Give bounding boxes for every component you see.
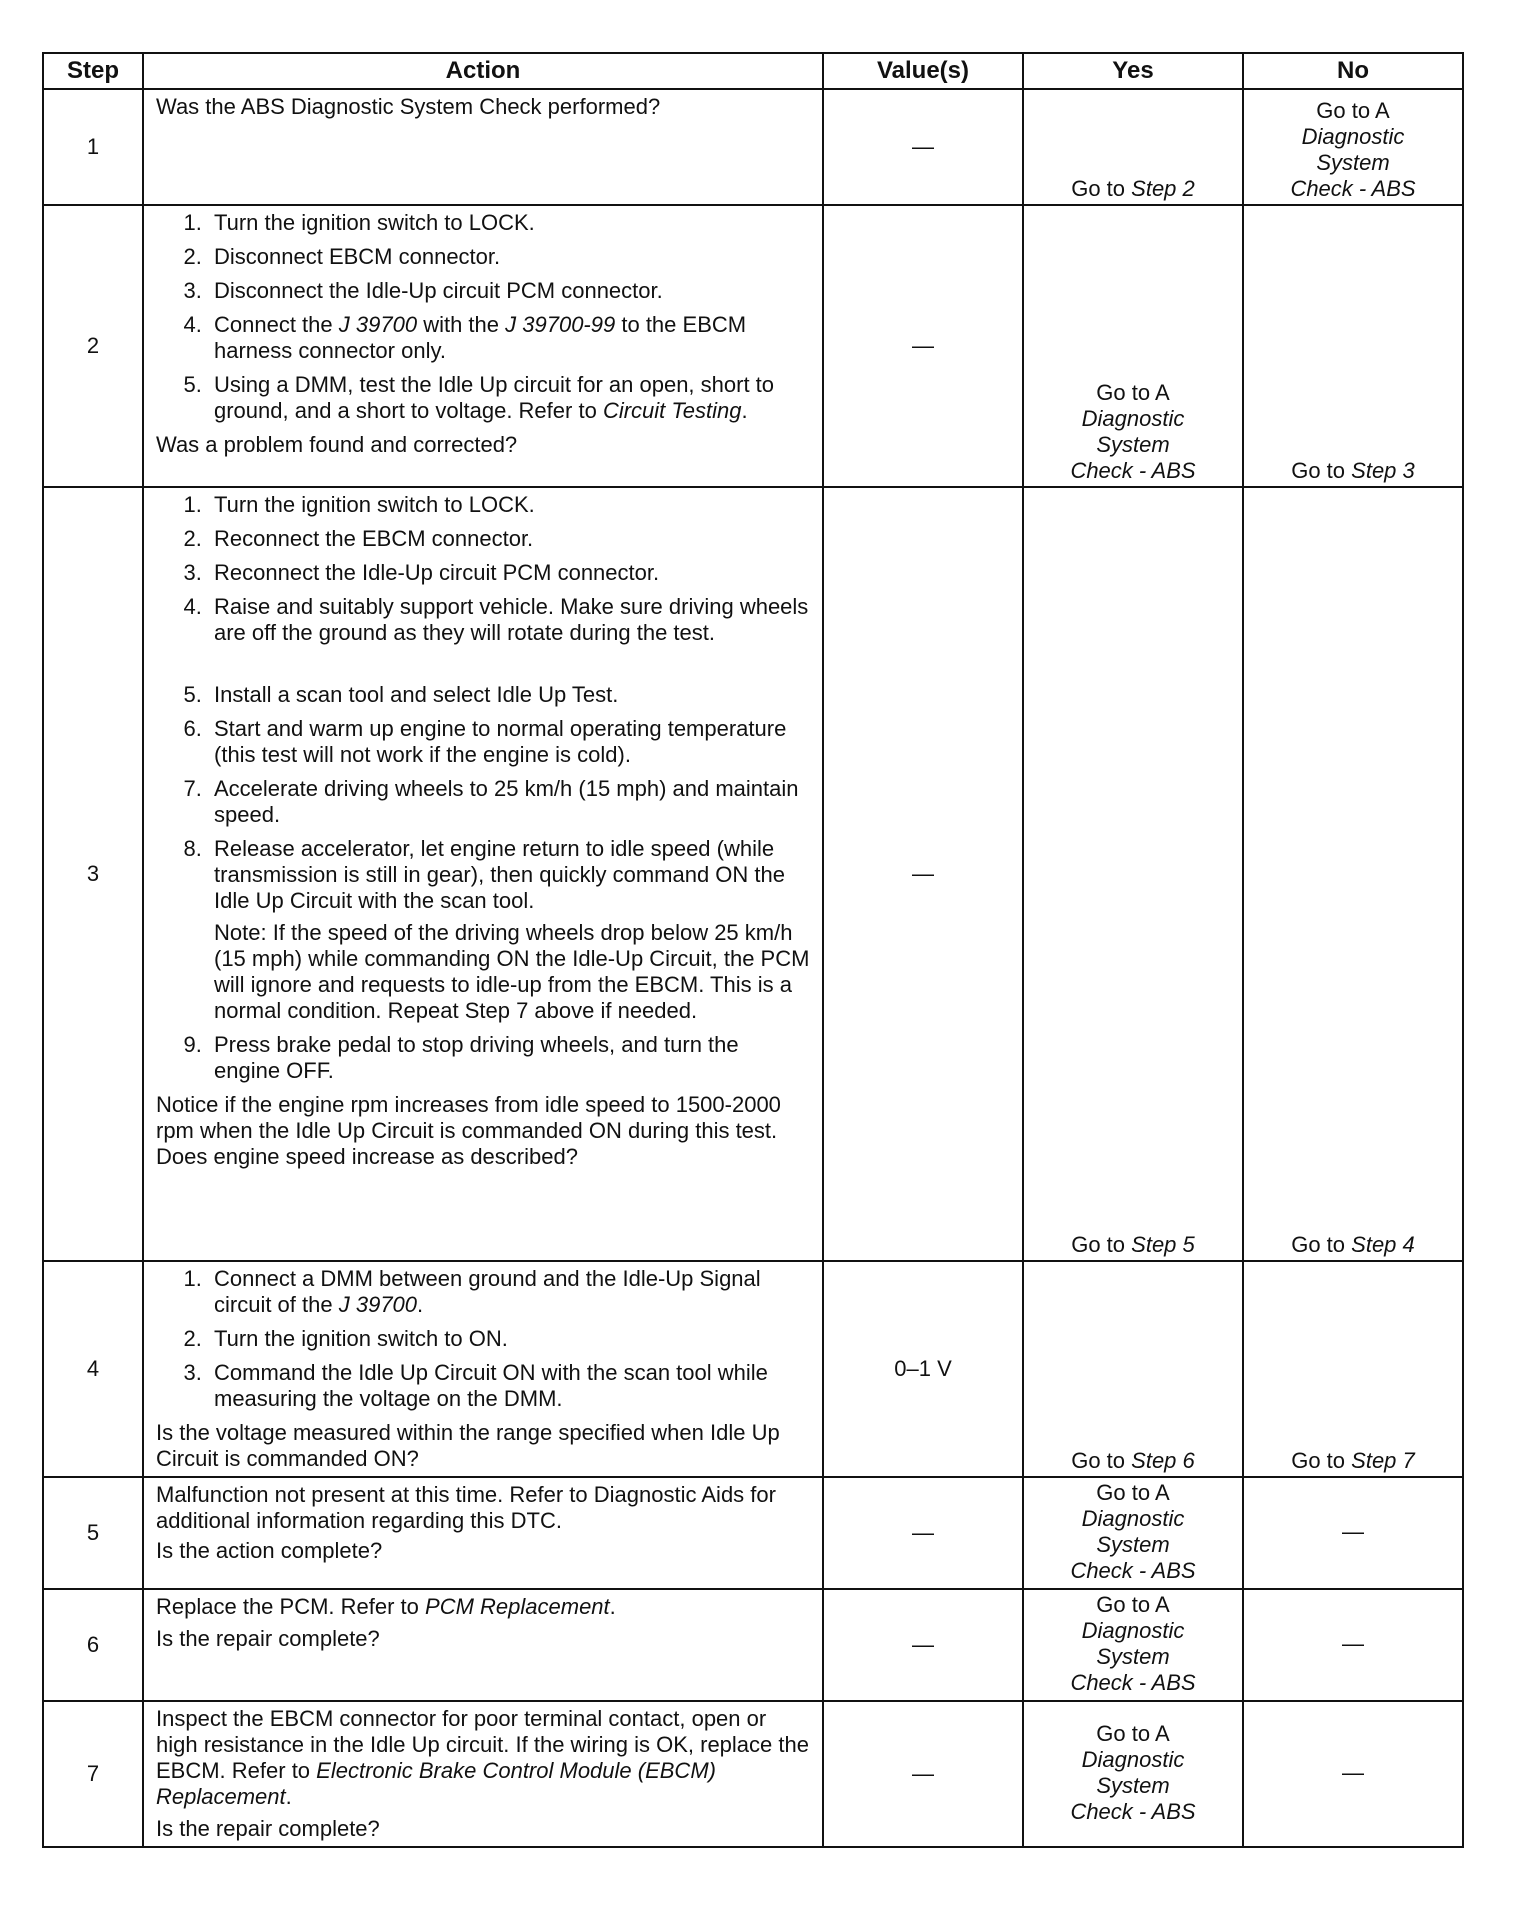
- step-number: 2: [43, 205, 143, 487]
- header-values: Value(s): [823, 53, 1023, 89]
- punct: .: [417, 1292, 424, 1317]
- value-cell: —: [823, 1477, 1023, 1589]
- go-to-text: Go to: [1071, 176, 1126, 201]
- item-text: Connect a DMM between ground and the Idle-Up Signal circuit of the: [214, 1266, 761, 1317]
- question-text: Notice if the engine rpm increases from idle speed to 1500-2000 rpm when the Idle Up Circuit is commanded ON during this test. Does engine speed increase as described?: [156, 1092, 781, 1169]
- header-yes: Yes: [1023, 53, 1243, 89]
- step-number: 3: [43, 487, 143, 1261]
- diagnostic-ref-line[interactable]: System: [1096, 1773, 1170, 1798]
- diagnostic-ref-line[interactable]: Diagnostic: [1081, 1747, 1185, 1772]
- punct: .: [609, 1594, 616, 1619]
- go-to-text: Go to: [1291, 458, 1346, 483]
- header-no: No: [1243, 53, 1463, 89]
- value-cell: —: [823, 1589, 1023, 1701]
- value-cell: 0–1 V: [823, 1261, 1023, 1477]
- step-ref-link[interactable]: Step 2: [1131, 176, 1195, 201]
- header-row: [43, 53, 1463, 89]
- action-text: Malfunction not present at this time. Refer to Diagnostic Aids for additional information regarding this DTC.: [156, 1482, 776, 1533]
- ebcm-replacement-link[interactable]: Electronic Brake Control Module (EBCM) Replacement: [156, 1758, 716, 1809]
- diagnostic-sheet: [42, 52, 1462, 1852]
- value-cell: —: [823, 205, 1023, 487]
- procedure-item: 2. Reconnect the EBCM connector.: [208, 526, 810, 552]
- tool-ref: J 39700: [338, 1292, 418, 1317]
- go-to-text: Go to A: [1096, 380, 1170, 405]
- no-cell: [1243, 89, 1463, 205]
- item-text: Release accelerator, let engine return to idle speed (while transmission is still in gear), then quickly command ON the Idle Up Circuit with the scan tool.: [214, 836, 785, 913]
- header-action: Action: [143, 53, 823, 89]
- punct: .: [285, 1784, 292, 1809]
- item-text: to the EBCM harness connector only.: [214, 312, 747, 363]
- procedure-item: 1. Turn the ignition switch to LOCK.: [208, 492, 810, 518]
- action-text: [156, 1706, 810, 1810]
- yes-cell: [1023, 1261, 1243, 1477]
- diagnostic-ref-line[interactable]: Check - ABS: [1070, 1558, 1196, 1583]
- procedure-item: [208, 312, 810, 364]
- diagnostic-ref-line[interactable]: Check - ABS: [1070, 1799, 1196, 1824]
- yes-cell: [1023, 1589, 1243, 1701]
- procedure-item: 7. Accelerate driving wheels to 25 km/h (15 mph) and maintain speed.: [208, 776, 810, 828]
- diagnostic-ref-line[interactable]: System: [1096, 432, 1170, 457]
- step-ref-link[interactable]: Step 3: [1351, 458, 1415, 483]
- no-cell: [1243, 487, 1463, 1261]
- item-text: with the: [423, 312, 500, 337]
- diagnostic-ref-line[interactable]: Check - ABS: [1070, 458, 1196, 483]
- question-text: Is the repair complete?: [156, 1626, 380, 1651]
- table-row-step-5: [43, 1477, 1463, 1589]
- diagnostic-ref-line[interactable]: Diagnostic: [1301, 124, 1405, 149]
- diagnostic-ref-line[interactable]: Check - ABS: [1070, 1670, 1196, 1695]
- procedure-list: [156, 1266, 810, 1412]
- tool-ref: J 39700-99: [505, 312, 616, 337]
- action-cell: [143, 1477, 823, 1589]
- action-text: [156, 1594, 810, 1620]
- procedure-item: [208, 836, 810, 1024]
- table-row-step-7: [43, 1701, 1463, 1847]
- action-cell: [143, 205, 823, 487]
- no-cell: —: [1243, 1589, 1463, 1701]
- action-cell: [143, 1261, 823, 1477]
- pcm-replacement-link[interactable]: PCM Replacement: [425, 1594, 610, 1619]
- tool-ref: J 39700: [338, 312, 418, 337]
- go-to-text: Go to: [1071, 1232, 1126, 1257]
- diagnostic-ref-line[interactable]: Diagnostic: [1081, 1506, 1185, 1531]
- procedure-item: 3. Disconnect the Idle-Up circuit PCM connector.: [208, 278, 810, 304]
- question-text: Is the action complete?: [156, 1538, 383, 1563]
- go-to-text: Go to A: [1096, 1592, 1170, 1617]
- question-text: Is the repair complete?: [156, 1816, 380, 1841]
- yes-cell: [1023, 1701, 1243, 1847]
- question-text: Is the voltage measured within the range specified when Idle Up Circuit is commanded ON?: [156, 1420, 780, 1471]
- action-cell: [143, 487, 823, 1261]
- procedure-item: [208, 1266, 810, 1318]
- item-text: Connect the: [214, 312, 333, 337]
- action-cell: [143, 1589, 823, 1701]
- go-to-text: Go to A: [1096, 1721, 1170, 1746]
- procedure-item: 4. Raise and suitably support vehicle. Make sure driving wheels are off the ground as they will rotate during the test.: [208, 594, 810, 646]
- action-cell: [143, 1701, 823, 1847]
- procedure-item: 9. Press brake pedal to stop driving wheels, and turn the engine OFF.: [208, 1032, 810, 1084]
- procedure-list: [156, 210, 810, 424]
- note-text: Note: If the speed of the driving wheels drop below 25 km/h (15 mph) while commanding ON the Idle-Up Circuit, the PCM will ignore and requests to idle-up from the EBCM. This is a normal condition. Repeat Step 7 above if needed.: [214, 920, 810, 1023]
- step-number: 1: [43, 89, 143, 205]
- diagnostic-table: [42, 52, 1464, 1848]
- no-cell: [1243, 1261, 1463, 1477]
- go-to-text: Go to: [1071, 1448, 1126, 1473]
- diagnostic-ref-line[interactable]: System: [1316, 150, 1390, 175]
- table-row-step-1: [43, 89, 1463, 205]
- go-to-text: Go to A: [1096, 1480, 1170, 1505]
- table-row-step-4: [43, 1261, 1463, 1477]
- item-text: Inspect the EBCM connector for poor terminal contact, open or high resistance in the Idle Up circuit. If the wiring is OK, replace the EBCM. Refer to: [156, 1706, 809, 1783]
- item-text: Using a DMM, test the Idle Up circuit for an open, short to ground, and a short to voltage. Refer to: [214, 372, 775, 423]
- header-step: Step: [43, 53, 143, 89]
- yes-cell: [1023, 487, 1243, 1261]
- table-row-step-2: [43, 205, 1463, 487]
- value-cell: —: [823, 487, 1023, 1261]
- procedure-item: 6. Start and warm up engine to normal operating temperature (this test will not work if the engine is cold).: [208, 716, 810, 768]
- step-number: 4: [43, 1261, 143, 1477]
- value-cell: —: [823, 89, 1023, 205]
- procedure-item: 2. Turn the ignition switch to ON.: [208, 1326, 810, 1352]
- yes-cell: [1023, 89, 1243, 205]
- question-text: Was the ABS Diagnostic System Check performed?: [156, 94, 661, 119]
- procedure-item: [208, 372, 810, 424]
- procedure-list: [156, 492, 810, 1084]
- go-to-text: Go to: [1291, 1232, 1346, 1257]
- no-cell: [1243, 205, 1463, 487]
- step-ref-link[interactable]: Step 7: [1351, 1448, 1415, 1473]
- step-ref-link[interactable]: Step 6: [1131, 1448, 1195, 1473]
- item-text: Replace the PCM. Refer to: [156, 1594, 419, 1619]
- step-ref-link[interactable]: Step 4: [1351, 1232, 1415, 1257]
- step-number: 7: [43, 1701, 143, 1847]
- go-to-text: Go to A: [1316, 98, 1390, 123]
- yes-cell: [1023, 1477, 1243, 1589]
- no-cell: —: [1243, 1477, 1463, 1589]
- procedure-item: 3. Command the Idle Up Circuit ON with the scan tool while measuring the voltage on the DMM.: [208, 1360, 810, 1412]
- yes-cell: [1023, 205, 1243, 487]
- diagnostic-ref-line[interactable]: Diagnostic: [1081, 1618, 1185, 1643]
- go-to-text: Go to: [1291, 1448, 1346, 1473]
- procedure-item: 3. Reconnect the Idle-Up circuit PCM connector.: [208, 560, 810, 586]
- procedure-item: 5. Install a scan tool and select Idle Up Test.: [208, 682, 810, 708]
- no-cell: —: [1243, 1701, 1463, 1847]
- diagnostic-ref-line[interactable]: Check - ABS: [1290, 176, 1416, 201]
- step-number: 5: [43, 1477, 143, 1589]
- action-cell: [143, 89, 823, 205]
- diagnostic-ref-line[interactable]: System: [1096, 1532, 1170, 1557]
- procedure-item: 1. Turn the ignition switch to LOCK.: [208, 210, 810, 236]
- table-row-step-6: [43, 1589, 1463, 1701]
- step-ref-link[interactable]: Step 5: [1131, 1232, 1195, 1257]
- value-cell: —: [823, 1701, 1023, 1847]
- circuit-testing-link[interactable]: Circuit Testing: [602, 398, 742, 423]
- question-text: Was a problem found and corrected?: [156, 432, 518, 457]
- diagnostic-ref-line[interactable]: Diagnostic: [1081, 406, 1185, 431]
- punct: .: [741, 398, 748, 423]
- step-number: 6: [43, 1589, 143, 1701]
- procedure-item: 2. Disconnect EBCM connector.: [208, 244, 810, 270]
- diagnostic-ref-line[interactable]: System: [1096, 1644, 1170, 1669]
- table-row-step-3: [43, 487, 1463, 1261]
